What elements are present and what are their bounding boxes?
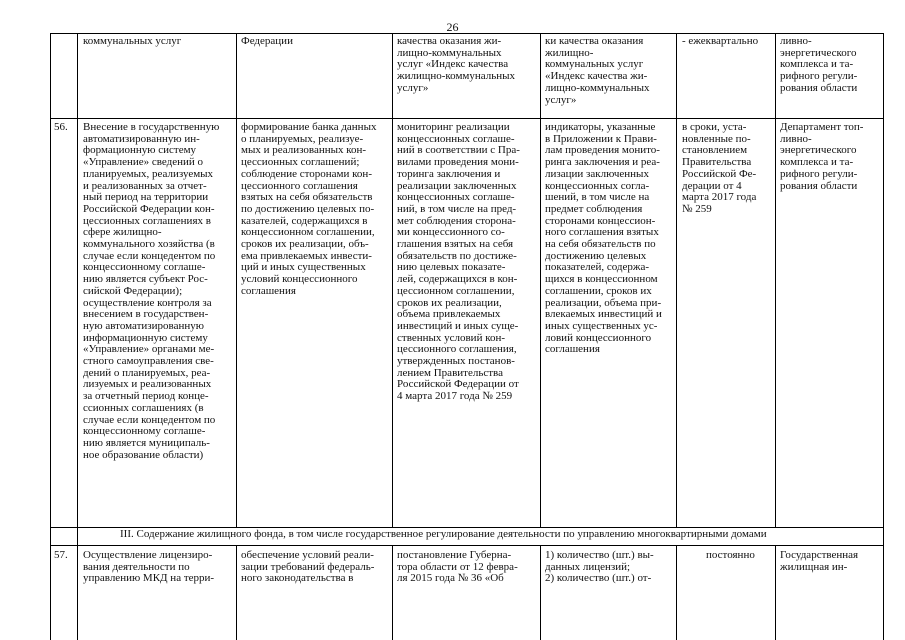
col-divider-5 (676, 33, 677, 527)
row-56-indicators: индикаторы, указанные в Приложении к Прави- лам проведения монито- ринга заключения и реа- лизации заключенных концессионных согла- шений, в том числе на предмет соблюдения сторонами концессион- ного соглашения взятых на себя обязательств по достижению целевых показателей, содержа- щихся в концессионном соглашении, сроков их реализации, объема при- влекаемых инвестиций и иных существенных ус- ловий концессионного соглашения (545, 122, 662, 356)
page-number: 26 (446, 20, 459, 34)
col-divider-3 (392, 33, 393, 527)
row-57-responsible: Государственная жилищная ин- (780, 550, 859, 573)
col-divider-4b (540, 545, 541, 640)
row-56-number: 56. (54, 122, 68, 133)
col-divider-2b (236, 545, 237, 640)
row-57-number: 57. (54, 550, 68, 561)
col-divider-3b (392, 545, 393, 640)
row-56-deadline: в сроки, уста- новленные по- становлением Правительства Российской Фе- дерации от 4 марта 2017 года № 259 (682, 122, 757, 215)
col-divider-2 (236, 33, 237, 527)
row-56-basis: мониторинг реализации концессионных соглаше- ний в соответствии с Пра- вилами проведения мони- торинга заключения и реализации заключенных концессионных соглаше- ний, в том числе на пред- мет соблюдения сторона- ми концессионного со- глашения взятых на себя обязательств по достиже- нию целевых показате- лей, содержащихся в кон- цессионном соглашении, сроков их реализации, объема привлекаемых инвестиций и иных суще- ственных условий кон- цессионного соглашения, утвержденных постанов- лением Правительства Российской Федерации от 4 марта 2017 года № 259 (397, 122, 520, 403)
row-57-deadline: постоянно (706, 550, 755, 561)
col-divider-1 (77, 33, 78, 640)
row-56-result: формирование банка данных о планируемых, реализуе- мых и реализованных кон- цессионных соглашений; соблюдение сторонами кон- цессионного соглашения взятых на себя обязательств по достижению целевых по- казателей, содержащихся в концессионном соглашении, сроков их реализации, объ- ема привлекаемых инвести- ций и иных существенных условий концессионного соглашения (241, 122, 377, 297)
top-row-c4: ки качества оказания жилищно- коммунальных услуг «Индекс качества жи- лищно-коммунальных услуг» (545, 36, 650, 106)
row-57-result: обеспечение условий реали- зации требований федераль- ного законодательства в (241, 550, 375, 585)
row-56-responsible: Департамент топ- ливно- энергетического комплекса и та- рифного регули- рования области (780, 122, 864, 192)
row-57-indicators: 1) количество (шт.) вы- данных лицензий; 2) количество (шт.) от- (545, 550, 654, 585)
col-divider-5b (676, 545, 677, 640)
row-56-activity: Внесение в государственную автоматизированную ин- формационную систему «Управление» сведений о планируемых, реализуемых и реализованных за отчет- ный период на территории Российской Федерации кон- цессионных соглашениях в сфере жилищно- коммунального хозяйства (в случае если концедентом по концессионному соглаше- нию является субъект Рос- сийской Федерации); осуществление контроля за внесением в государствен- ную автоматизированную информационную систему «Управление» органами ме- стного самоуправления све- дений о планируемых, реа- лизуемых и реализованных за отчетный период конце- ссионных соглашениях (в случае если концедентом по концессионному соглаше- нию является муниципаль- ное образование области) (83, 122, 220, 461)
top-row-c6: ливно- энергетического комплекса и та- рифного регули- рования области (780, 36, 858, 94)
top-row-c3: качества оказания жи- лищно-коммунальных услуг «Индекс качества жилищно-коммунальных услуг» (397, 36, 516, 94)
row-divider-top (50, 118, 884, 119)
col-divider-4 (540, 33, 541, 527)
top-row-c2: Федерации (241, 36, 293, 47)
row-divider-section (50, 545, 884, 546)
top-row-c1: коммунальных услуг (83, 36, 182, 47)
col-divider-6b (775, 545, 776, 640)
top-row-c5: - ежеквартально (682, 36, 759, 47)
col-divider-6 (775, 33, 776, 527)
row-57-basis: постановление Губерна- тора области от 12 февра- ля 2015 года № 36 «Об (397, 550, 518, 585)
row-57-activity: Осуществление лицензиро- вания деятельности по управлению МКД на терри- (83, 550, 215, 585)
section-3-heading: III. Содержание жилищного фонда, в том числе государственное регулирование деятельности по управлению многоквартирными домами (120, 528, 767, 540)
